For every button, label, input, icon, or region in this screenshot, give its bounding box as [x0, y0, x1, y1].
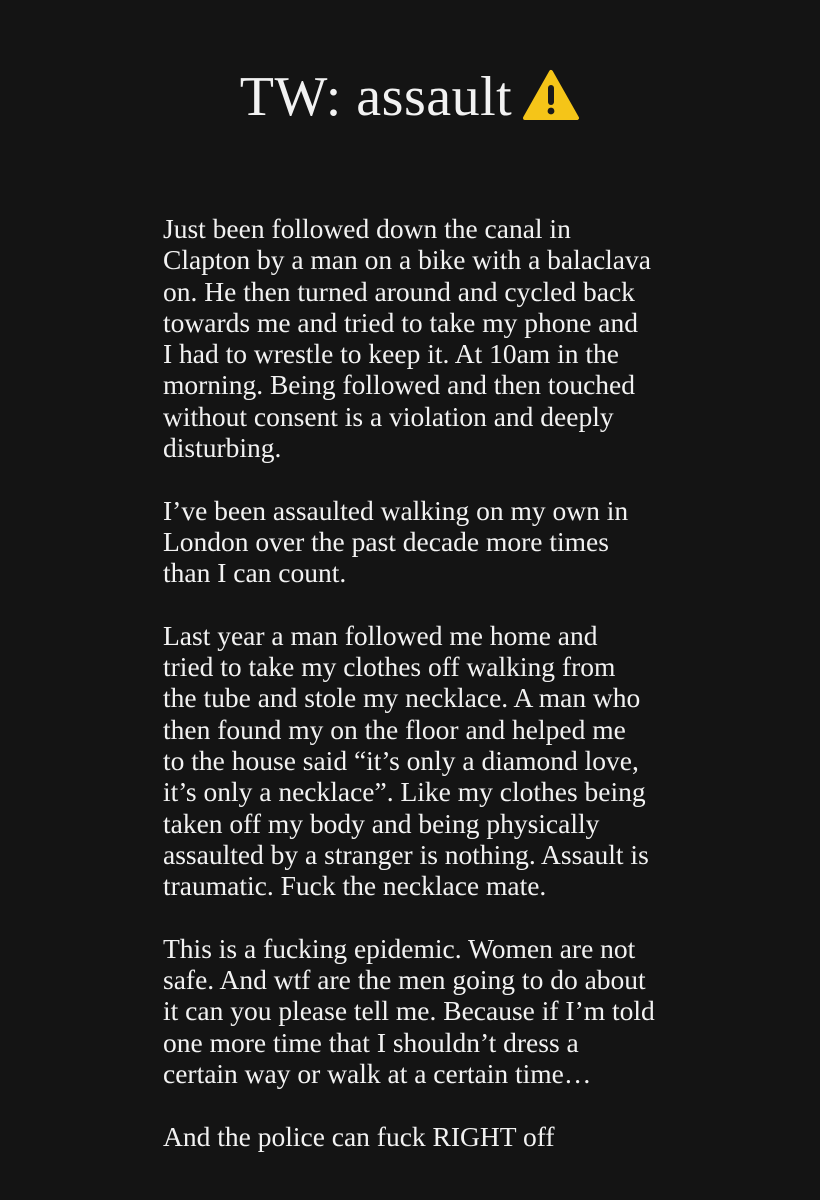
title-text: TW: assault [239, 66, 513, 128]
paragraph-5: And the police can fuck RIGHT off [163, 1120, 555, 1152]
paragraph-3: Last year a man followed me home and tried to take my clothes off walking from the tube and stole my necklace. A man who then found my on the floor and helped me to the house said “it’s only a diamond love, it’s only a necklace”. Like my clothes being taken off my body and being physically assaulted by a stranger is nothing. Assault is traumatic. Fuck the necklace mate. [163, 619, 649, 902]
paragraph-1: Just been followed down the canal in Clapton by a man on a bike with a balaclava on. He then turned around and cycled back towards me and tried to take my phone and I had to wrestle to keep it. At 10am in the morning. Being followed and then touched without consent is a violation and deeply disturbing. [163, 213, 651, 464]
paragraph-2: I’ve been assaulted walking on my own in London over the past decade more times than I can count. [163, 494, 629, 589]
warning-icon [522, 69, 580, 121]
paragraph-4: This is a fucking epidemic. Women are not safe. And wtf are the men going to do about it can you please tell me. Because if I’m told one more time that I shouldn’t dress a certain way or walk at a certain time… [163, 932, 655, 1090]
page-title [0, 62, 820, 132]
story-body [163, 213, 683, 1183]
